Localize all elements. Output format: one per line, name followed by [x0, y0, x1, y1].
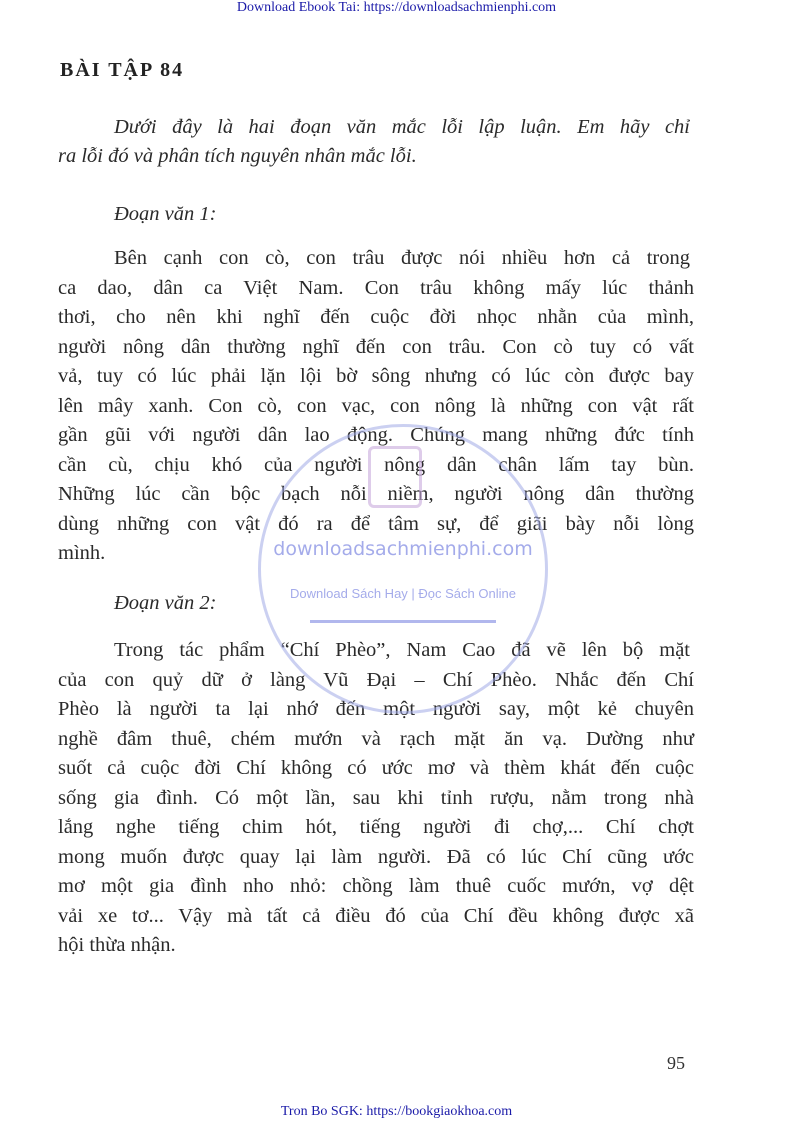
paragraph1-line: dùng những con vật đó ra để tâm sự, để giãi bày nỗi lòng [58, 513, 694, 535]
header-download-link[interactable]: Download Ebook Tai: https://downloadsachmienphi.com [236, 0, 557, 15]
paragraph1-label: Đoạn văn 1: [114, 203, 217, 225]
paragraph2-line: lắng nghe tiếng chim hót, tiếng người đi chợ,... Chí chợt [58, 816, 694, 838]
paragraph1-line: lên mây xanh. Con cò, con vạc, con nông là những con vật rất [58, 395, 694, 417]
paragraph2-line: suốt cả cuộc đời Chí không có ước mơ và thèm khát đến cuộc [58, 757, 694, 779]
paragraph1-line: thơi, cho nên khi nghĩ đến cuộc đời nhọc nhằn của mình, [58, 306, 694, 328]
paragraph2-line: nghề đâm thuê, chém mướn và rạch mặt ăn vạ. Dường như [58, 728, 694, 750]
paragraph1-line: Bên cạnh con cò, con trâu được nói nhiều hơn cả trong [114, 247, 690, 269]
paragraph2-line: của con quỷ dữ ở làng Vũ Đại – Chí Phèo. Nhắc đến Chí [58, 669, 694, 691]
paragraph2-line: Phèo là người ta lại nhớ đến một người say, một kẻ chuyên [58, 698, 694, 720]
paragraph1-line: ca dao, dân ca Việt Nam. Con trâu không mấy lúc thảnh [58, 277, 694, 299]
paragraph1-line: vả, tuy có lúc phải lặn lội bờ sông nhưng có lúc còn được bay [58, 365, 694, 387]
paragraph1-line: mình. [58, 542, 106, 564]
prompt-line: Dưới đây là hai đoạn văn mắc lỗi lập luận. Em hãy chỉ [114, 116, 690, 138]
paragraph2-line: mong muốn được quay lại làm người. Đã có lúc Chí cũng ước [58, 846, 694, 868]
paragraph1-line: cần cù, chịu khó của người nông dân chân lấm tay bùn. [58, 454, 694, 476]
paragraph2-line: hội thừa nhận. [58, 934, 176, 956]
prompt-line: ra lỗi đó và phân tích nguyên nhân mắc lỗi. [58, 145, 417, 167]
paragraph2-line: Trong tác phẩm “Chí Phèo”, Nam Cao đã vẽ lên bộ mặt [114, 639, 690, 661]
paragraph2-line: vải xe tơ... Vậy mà tất cả điều đó của Chí đều không được xã [58, 905, 694, 927]
footer-sgk-link[interactable]: Tron Bo SGK: https://bookgiaokhoa.com [280, 1104, 513, 1119]
paragraph1-line: gần gũi với người dân lao động. Chúng mang những đức tính [58, 424, 694, 446]
watermark-divider [310, 620, 496, 623]
paragraph1-line: người nông dân thường nghĩ đến con trâu. Con cò tuy có vất [58, 336, 694, 358]
watermark-tagline: Download Sách Hay | Đọc Sách Online [290, 586, 516, 601]
paragraph2-line: sống gia đình. Có một lần, sau khi tỉnh rượu, nằm trong nhà [58, 787, 694, 809]
book-icon [368, 446, 422, 508]
watermark-site: downloadsachmienphi.com [273, 538, 533, 560]
paragraph2-label: Đoạn văn 2: [114, 592, 217, 614]
paragraph1-line: Những lúc cần bộc bạch nỗi niềm, người nông dân thường [58, 483, 694, 505]
page-number: 95 [667, 1053, 685, 1073]
paragraph2-line: mơ một gia đình nho nhỏ: chồng làm thuê cuốc mướn, vợ dệt [58, 875, 694, 897]
exercise-heading: BÀI TẬP 84 [60, 59, 185, 81]
